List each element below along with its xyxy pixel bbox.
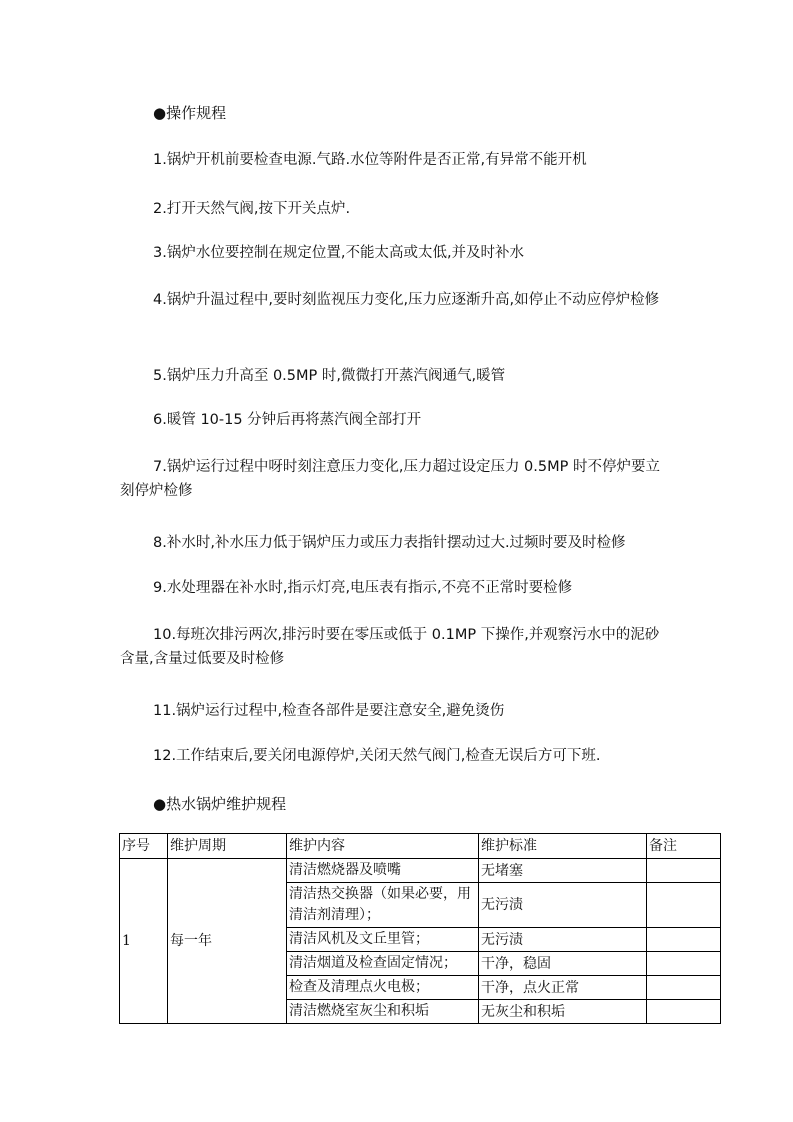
- maintenance-table: [119, 833, 721, 1024]
- cell-standard: 无灰尘和积垢: [479, 1000, 647, 1024]
- cell-note: [647, 976, 721, 1000]
- cell-period: 每一年: [168, 859, 287, 1024]
- header-content: 维护内容: [287, 834, 479, 859]
- cell-number: 1: [120, 859, 168, 1024]
- cell-content: 清洁热交换器（如果必要，用清洁剂清理）；: [287, 883, 479, 928]
- cell-standard: 干净，稳固: [479, 952, 647, 976]
- procedure-12: 12.工作结束后,要关闭电源停炉,关闭天然气阀门,检查无误后方可下班.: [153, 748, 601, 764]
- cell-note: [647, 928, 721, 952]
- procedure-5: 5.锅炉压力升高至 0.5MP 时,微微打开蒸汽阀通气,暖管: [153, 368, 506, 384]
- table-header-row: [120, 834, 721, 859]
- cell-content: 检查及清理点火电极；: [287, 976, 479, 1000]
- cell-standard: 无污渍: [479, 883, 647, 928]
- cell-standard: 无污渍: [479, 928, 647, 952]
- header-standard: 维护标准: [479, 834, 647, 859]
- cell-standard: 干净，点火正常: [479, 976, 647, 1000]
- procedure-2: 2.打开天然气阀,按下开关点炉.: [153, 201, 351, 217]
- cell-standard: 无堵塞: [479, 859, 647, 883]
- operation-title: ●操作规程: [153, 104, 227, 122]
- cell-content: 清洁燃烧器及喷嘴: [287, 859, 479, 883]
- procedure-1: 1.锅炉开机前要检查电源.气路.水位等附件是否正常,有异常不能开机: [153, 152, 587, 168]
- procedure-7: 7.锅炉运行过程中呀时刻注意压力变化,压力超过设定压力 0.5MP 时不停炉要立刻停炉检修: [120, 459, 660, 499]
- header-number: 序号: [120, 834, 168, 859]
- cell-content: 清洁燃烧室灰尘和积垢: [287, 1000, 479, 1024]
- cell-note: [647, 952, 721, 976]
- cell-note: [647, 1000, 721, 1024]
- table-row: [120, 859, 721, 883]
- procedure-3: 3.锅炉水位要控制在规定位置,不能太高或太低,并及时补水: [153, 245, 525, 261]
- cell-note: [647, 859, 721, 883]
- cell-content: 清洁风机及文丘里管；: [287, 928, 479, 952]
- procedure-8: 8.补水时,补水压力低于锅炉压力或压力表指针摆动过大.过频时要及时检修: [153, 535, 626, 551]
- procedure-4: 4.锅炉升温过程中,要时刻监视压力变化,压力应逐渐升高,如停止不动应停炉检修: [153, 292, 660, 308]
- header-note: 备注: [647, 834, 721, 859]
- procedure-6: 6.暖管 10-15 分钟后再将蒸汽阀全部打开: [153, 412, 422, 428]
- procedure-10: 10.每班次排污两次,排污时要在零压或低于 0.1MP 下操作,并观察污水中的泥砂含量,含量过低要及时检修: [120, 627, 660, 667]
- maintenance-title: ●热水锅炉维护规程: [153, 795, 287, 813]
- cell-note: [647, 883, 721, 928]
- header-period: 维护周期: [168, 834, 287, 859]
- procedure-11: 11.锅炉运行过程中,检查各部件是要注意安全,避免烫伤: [153, 703, 505, 719]
- cell-content: 清洁烟道及检查固定情况；: [287, 952, 479, 976]
- procedure-9: 9.水处理器在补水时,指示灯亮,电压表有指示,不亮不正常时要检修: [153, 580, 573, 596]
